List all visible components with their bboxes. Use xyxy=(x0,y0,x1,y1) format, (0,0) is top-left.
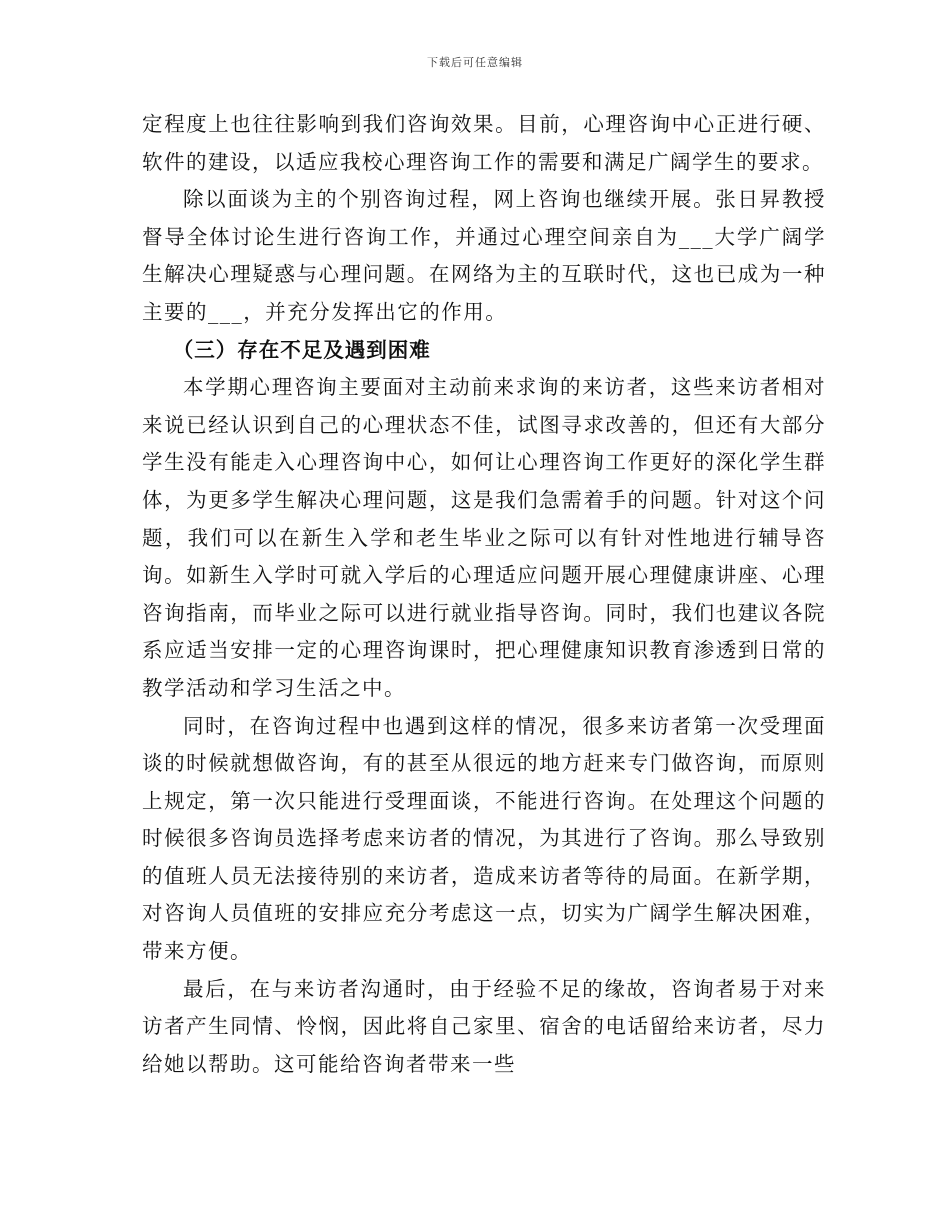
section-heading: （三）存在不足及遇到困难 xyxy=(172,337,431,362)
paragraph-shortcomings: 本学期心理咨询主要面对主动前来求询的来访者，这些来访者相对来说已经认识到自己的心理状态不佳，试图寻求改善的，但还有大部分学生没有能走入心理咨询中心，如何让心理咨询工作更好的深化学生群体，为更多学生解决心理问题，这是我们急需着手的问题。针对这个问题，我们可以在新生入学和老生毕业之际可以有针对性地进行辅导咨询。如新生入学时可就入学后的心理适应问题开展心理健康讲座、心理咨询指南，而毕业之际可以进行就业指导咨询。同时，我们也建议各院系应适当安排一定的心理咨询课时，把心理健康知识教育渗透到日常的教学活动和学习生活之中。 xyxy=(142,375,826,700)
paragraph-continuation: 定程度上也往往影响到我们咨询效果。目前，心理咨询中心正进行硬、软件的建设，以适应我校心理咨询工作的需要和满足广阔学生的要求。 xyxy=(142,112,826,174)
paragraph-intake-issue: 同时，在咨询过程中也遇到这样的情况，很多来访者第一次受理面谈的时候就想做咨询，有的甚至从很远的地方赶来专门做咨询，而原则上规定，第一次只能进行受理面谈，不能进行咨询。在处理这个问题的时候很多咨询员选择考虑来访者的情况，为其进行了咨询。那么导致别的值班人员无法接待别的来访者，造成来访者等待的局面。在新学期，对咨询人员值班的安排应充分考虑这一点，切实为广阔学生解决困难，带来方便。 xyxy=(142,713,826,964)
page-header: 下载后可任意编辑 xyxy=(427,56,523,69)
document-body xyxy=(142,106,826,1083)
paragraph-communication: 最后，在与来访者沟通时，由于经验不足的缘故，咨询者易于对来访者产生同情、怜悯，因此将自己家里、宿舍的电话留给来访者，尽力给她以帮助。这可能给咨询者带来一些 xyxy=(142,976,826,1076)
paragraph-online-counseling: 除以面谈为主的个别咨询过程，网上咨询也继续开展。张日昇教授督导全体讨论生进行咨询工作，并通过心理空间亲自为___大学广阔学生解决心理疑惑与心理问题。在网络为主的互联时代，这也已成为一种主要的___，并充分发挥出它的作用。 xyxy=(142,187,826,324)
